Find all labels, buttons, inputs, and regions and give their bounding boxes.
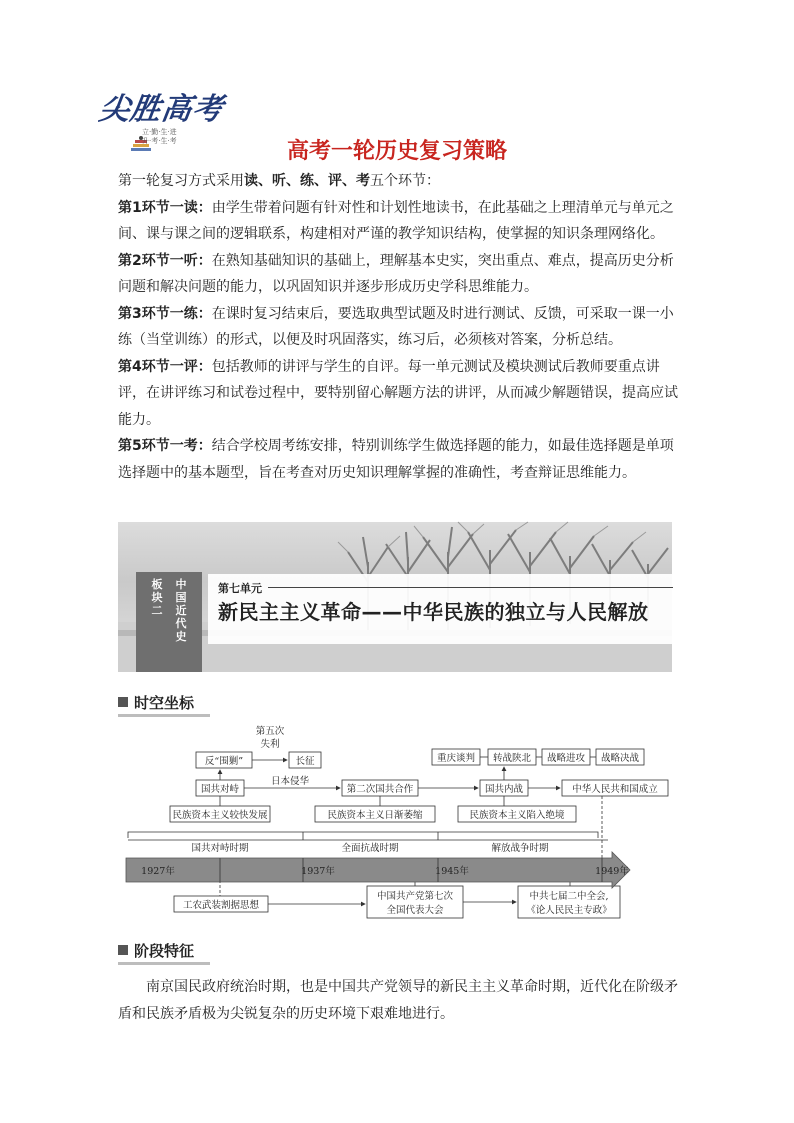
intro-bold: 读、听、练、评、考 (244, 173, 370, 189)
box-duizhi: 国共对峙 (200, 784, 240, 795)
box-hezuo: 第二次国共合作 (346, 784, 414, 795)
step-label: 第5环节一考： (118, 438, 212, 454)
step-label: 第1环节一读： (118, 199, 212, 216)
unit-title: 新民主主义革命——中华民族的独立与人民解放 (218, 600, 649, 624)
side-col-history: 中国近代史 (175, 578, 187, 643)
label-riben: 日本侵华 (270, 776, 310, 787)
year-1937: 1937年 (301, 866, 335, 877)
timeline-diagram (118, 720, 658, 930)
document-title: 高考一轮历史复习策略 (286, 139, 507, 164)
timeline-axis-arrow (126, 852, 630, 888)
box-gongnong: 工农武装割据思想 (182, 900, 260, 911)
step-paragraph-2 (118, 248, 678, 301)
box-juezhan: 战略决战 (600, 753, 640, 764)
square-bullet-icon (118, 945, 128, 955)
period-2: 全面抗战时期 (341, 843, 399, 854)
step-text: 结合学校周考练安排，特别训练学生做选择题的能力，如最佳选择题是单项选择题中的基本题型，旨在考查对历史知识理解掌握的准确性，考查辩证思维能力。 (118, 438, 674, 481)
section-heading-stage (118, 940, 194, 961)
step-text: 包括教师的讲评与学生的自评。每一单元测试及模块测试后教师要重点讲评，在讲评练习和试卷过程中，要特别留心解题方法的讲评，从而减少解题错误，提高应试能力。 (118, 358, 678, 428)
heading-underline (118, 962, 210, 965)
year-1945: 1945年 (435, 866, 469, 877)
box-zhuanzhan: 转战陕北 (492, 753, 532, 764)
step-label: 第3环节一练： (118, 305, 212, 322)
section-heading-timeline (118, 692, 194, 713)
section-heading-text: 时空坐标 (134, 694, 195, 712)
box-prc: 中华人民共和国成立 (572, 784, 658, 795)
step-text: 由学生带着问题有针对性和计划性地读书，在此基础之上理清单元与单元之间、课与课之间的逻辑联系，构建相对严谨的教学知识结构，使掌握的知识条理网络化。 (118, 199, 674, 242)
box-7th-line2: 全国代表大会 (386, 905, 444, 916)
box-changzheng: 长征 (295, 756, 315, 767)
box-nat2: 民族资本主义日渐萎缩 (327, 810, 423, 821)
box-fanweijiao: 反“围剿” (204, 756, 244, 767)
step-label: 第2环节一听： (118, 252, 212, 269)
box-ccp-line2: 《论人民民主专政》 (526, 905, 612, 916)
box-neizhan: 国共内战 (484, 784, 524, 795)
year-1927: 1927年 (141, 866, 175, 877)
box-nat1: 民族资本主义较快发展 (172, 810, 268, 821)
period-1: 国共对峙时期 (191, 843, 249, 854)
note-fifth: 第五次 (255, 726, 285, 737)
step-paragraph-3 (118, 301, 678, 354)
period-3: 解放战争时期 (491, 843, 549, 854)
strategy-text (118, 168, 678, 486)
box-nat3: 民族资本主义陷入绝境 (469, 810, 565, 821)
step-text: 在熟知基础知识的基础上，理解基本史实，突出重点、难点，提高历史分析问题和解决问题的能力，以巩固知识并逐步形成历史学科思维能力。 (118, 252, 674, 295)
unit-number: 第七单元 (218, 582, 262, 595)
side-col-board: 板块二 (151, 578, 163, 617)
logo-text: 尖胜高考 (97, 92, 226, 127)
step-paragraph-4 (118, 354, 678, 434)
box-ccp-line1: 中共七届二中全会, (529, 891, 609, 902)
logo-tagline-2: 升·考·生·考 (142, 137, 177, 145)
box-7th-line1: 中国共产党第七次 (376, 891, 454, 902)
intro-paragraph (118, 168, 678, 195)
unit-divider (268, 587, 673, 588)
intro-post: 五个环节： (370, 173, 440, 189)
heading-underline (118, 714, 210, 717)
step-paragraph-1 (118, 195, 678, 248)
year-1949: 1949年 (595, 866, 629, 877)
box-chongqing: 重庆谈判 (436, 753, 476, 764)
step-label: 第4环节一评： (118, 358, 212, 375)
intro-pre: 第一轮复习方式采用 (118, 173, 244, 189)
step-paragraph-5 (118, 433, 678, 486)
logo-tagline-1: 立·勤·生·进 (142, 128, 177, 136)
note-failure: 失利 (260, 739, 280, 750)
stage-paragraph: 南京国民政府统治时期，也是中国共产党领导的新民主主义革命时期，近代化在阶级矛盾和民族矛盾极为尖锐复杂的历史环境下艰难地进行。 (118, 979, 678, 1022)
step-text: 在课时复习结束后，要选取典型试题及时进行测试、反馈，可采取一课一小练（当堂训练）的形式，以便及时巩固落实，练习后，必须核对答案，分析总结。 (118, 305, 674, 348)
section-heading-text: 阶段特征 (134, 942, 195, 960)
box-jingong: 战略进攻 (546, 753, 586, 764)
square-bullet-icon (118, 697, 128, 707)
section-side-tab (136, 572, 202, 672)
unit-banner (118, 522, 672, 672)
